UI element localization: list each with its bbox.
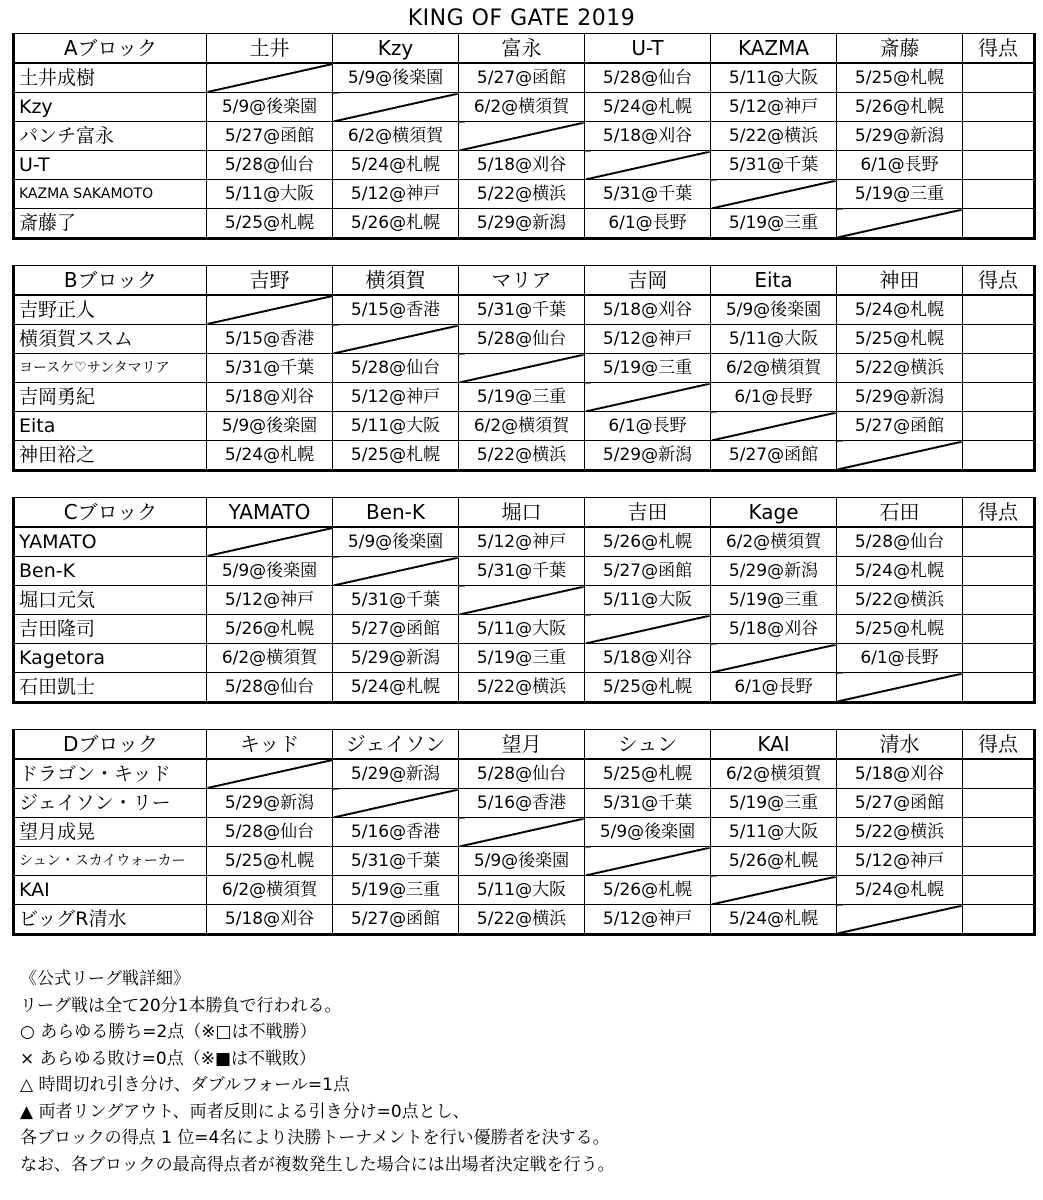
wrestler-name: Eita [14, 412, 207, 441]
notes-line: ▲ 両者リングアウト、両者反則による引き分け=0点とし、 [20, 1101, 470, 1122]
table-row [14, 586, 1035, 615]
match-cell: 5/16@香港 [459, 789, 585, 818]
table-row [14, 644, 1035, 673]
table-row [14, 847, 1035, 876]
table-row [14, 557, 1035, 586]
points-header: 得点 [963, 498, 1035, 528]
match-cell: 5/28@仙台 [333, 354, 459, 383]
self-match-cell [711, 412, 837, 441]
match-cell: 5/26@札幌 [333, 209, 459, 239]
match-cell: 5/29@新潟 [207, 789, 333, 818]
table-row [14, 673, 1035, 703]
match-cell: 5/18@刈谷 [459, 151, 585, 180]
match-cell: 5/26@札幌 [585, 876, 711, 905]
league-rules-notes [20, 966, 1030, 1178]
block-title: Cブロック [14, 498, 207, 528]
self-match-cell [207, 759, 333, 789]
points-cell [963, 151, 1035, 180]
match-cell: 5/19@三重 [837, 180, 963, 209]
self-match-cell [459, 818, 585, 847]
opponent-header: 斎藤 [837, 34, 963, 64]
match-cell: 5/11@大阪 [207, 180, 333, 209]
table-row [14, 325, 1035, 354]
match-cell: 5/15@香港 [207, 325, 333, 354]
points-cell [963, 209, 1035, 239]
match-cell: 5/12@神戸 [207, 586, 333, 615]
opponent-header: Ben-K [333, 498, 459, 528]
opponent-header: YAMATO [207, 498, 333, 528]
points-cell [963, 905, 1035, 935]
match-cell: 5/25@札幌 [207, 209, 333, 239]
match-cell: 5/19@三重 [585, 354, 711, 383]
match-cell: 5/22@横浜 [837, 818, 963, 847]
points-cell [963, 295, 1035, 325]
match-cell: 5/25@札幌 [585, 673, 711, 703]
match-cell: 6/1@長野 [711, 673, 837, 703]
match-cell: 5/31@千葉 [333, 847, 459, 876]
points-cell [963, 383, 1035, 412]
match-cell: 5/25@札幌 [207, 847, 333, 876]
match-cell: 5/29@新潟 [585, 441, 711, 471]
match-cell: 5/12@神戸 [333, 383, 459, 412]
match-cell: 5/12@神戸 [837, 847, 963, 876]
match-cell: 6/2@横須賀 [333, 122, 459, 151]
match-cell: 5/11@大阪 [459, 615, 585, 644]
wrestler-name: YAMATO [14, 527, 207, 557]
match-cell: 5/31@千葉 [459, 557, 585, 586]
match-cell: 5/9@後楽園 [459, 847, 585, 876]
match-cell: 6/2@横須賀 [207, 876, 333, 905]
match-cell: 5/11@大阪 [333, 412, 459, 441]
table-row [14, 412, 1035, 441]
self-match-cell [711, 876, 837, 905]
block-d-table [12, 729, 1036, 936]
self-match-cell [459, 122, 585, 151]
match-cell: 5/18@刈谷 [207, 905, 333, 935]
self-match-cell [333, 325, 459, 354]
wrestler-name: ジェイソン・リー [14, 789, 207, 818]
match-cell: 5/26@札幌 [207, 615, 333, 644]
opponent-header: Eita [711, 266, 837, 296]
table-row [14, 876, 1035, 905]
match-cell: 5/28@仙台 [459, 759, 585, 789]
table-row [14, 383, 1035, 412]
match-cell: 5/19@三重 [711, 586, 837, 615]
match-cell: 6/2@横須賀 [459, 93, 585, 122]
page-title: KING OF GATE 2019 [407, 6, 636, 31]
match-cell: 6/1@長野 [837, 151, 963, 180]
match-cell: 5/22@横浜 [459, 673, 585, 703]
opponent-header: 横須賀 [333, 266, 459, 296]
match-cell: 5/18@刈谷 [585, 295, 711, 325]
self-match-cell [837, 673, 963, 703]
match-cell: 5/15@香港 [333, 295, 459, 325]
match-cell: 5/19@三重 [459, 383, 585, 412]
table-row [14, 63, 1035, 93]
match-cell: 5/18@刈谷 [585, 122, 711, 151]
match-cell: 6/1@長野 [837, 644, 963, 673]
match-cell: 5/27@函館 [333, 905, 459, 935]
notes-line: 各ブロックの得点 1 位=4名により決勝トーナメントを行い優勝者を決する。 [20, 1128, 610, 1148]
table-row [14, 527, 1035, 557]
match-cell: 5/28@仙台 [207, 673, 333, 703]
match-cell: 5/27@函館 [711, 441, 837, 471]
match-cell: 5/12@神戸 [333, 180, 459, 209]
points-cell [963, 818, 1035, 847]
match-cell: 5/22@横浜 [837, 354, 963, 383]
block-title: Dブロック [14, 730, 207, 760]
points-cell [963, 586, 1035, 615]
points-cell [963, 759, 1035, 789]
opponent-header: 堀口 [459, 498, 585, 528]
match-cell: 5/12@神戸 [459, 527, 585, 557]
match-cell: 5/31@千葉 [207, 354, 333, 383]
match-cell: 5/9@後楽園 [207, 412, 333, 441]
block-c-table [12, 497, 1036, 704]
match-cell: 5/27@函館 [837, 412, 963, 441]
match-cell: 5/18@刈谷 [207, 383, 333, 412]
match-cell: 5/22@横浜 [711, 122, 837, 151]
wrestler-name: 吉田隆司 [14, 615, 207, 644]
self-match-cell [711, 644, 837, 673]
notes-line: なお、各ブロックの最高得点者が複数発生した場合には出場者決定戦を行う。 [20, 1154, 615, 1175]
match-cell: 5/24@札幌 [837, 876, 963, 905]
match-cell: 5/9@後楽園 [333, 63, 459, 93]
wrestler-name: ドラゴン・キッド [14, 759, 207, 789]
wrestler-name: ヨースケ♡サンタマリア [14, 354, 207, 383]
match-cell: 6/1@長野 [711, 383, 837, 412]
match-cell: 5/11@大阪 [459, 876, 585, 905]
self-match-cell [837, 441, 963, 471]
match-cell: 5/28@仙台 [837, 527, 963, 557]
wrestler-name: 神田裕之 [14, 441, 207, 471]
match-cell: 5/27@函館 [333, 615, 459, 644]
match-cell: 5/29@新潟 [459, 209, 585, 239]
match-cell: 5/31@千葉 [333, 586, 459, 615]
block-header-row [14, 266, 1035, 296]
match-cell: 5/11@大阪 [711, 325, 837, 354]
match-cell: 5/25@札幌 [585, 759, 711, 789]
match-cell: 5/29@新潟 [837, 122, 963, 151]
match-cell: 5/22@横浜 [837, 586, 963, 615]
match-cell: 5/27@函館 [207, 122, 333, 151]
wrestler-name: 望月成晃 [14, 818, 207, 847]
table-row [14, 93, 1035, 122]
match-cell: 5/19@三重 [711, 209, 837, 239]
points-cell [963, 673, 1035, 703]
match-cell: 5/18@刈谷 [837, 759, 963, 789]
wrestler-name: パンチ富永 [14, 122, 207, 151]
wrestler-name: 石田凱士 [14, 673, 207, 703]
table-row [14, 151, 1035, 180]
wrestler-name: 横須賀ススム [14, 325, 207, 354]
match-cell: 5/22@横浜 [459, 441, 585, 471]
table-row [14, 615, 1035, 644]
match-cell: 5/9@後楽園 [207, 557, 333, 586]
match-cell: 5/11@大阪 [711, 818, 837, 847]
table-row [14, 789, 1035, 818]
opponent-header: 望月 [459, 730, 585, 760]
self-match-cell [207, 527, 333, 557]
match-cell: 5/25@札幌 [333, 441, 459, 471]
match-cell: 5/24@札幌 [837, 557, 963, 586]
self-match-cell [207, 63, 333, 93]
match-cell: 6/2@横須賀 [711, 759, 837, 789]
match-cell: 5/31@千葉 [711, 151, 837, 180]
block-a-table [12, 33, 1036, 240]
match-cell: 5/24@札幌 [333, 151, 459, 180]
match-cell: 5/26@札幌 [585, 527, 711, 557]
match-cell: 5/28@仙台 [207, 818, 333, 847]
wrestler-name: Ben-K [14, 557, 207, 586]
wrestler-name: 斎藤了 [14, 209, 207, 239]
points-cell [963, 557, 1035, 586]
opponent-header: Kage [711, 498, 837, 528]
notes-line: リーグ戦は全て20分1本勝負で行われる。 [20, 995, 342, 1016]
wrestler-name: KAI [14, 876, 207, 905]
match-cell: 5/19@三重 [459, 644, 585, 673]
match-cell: 5/24@札幌 [333, 673, 459, 703]
table-row [14, 905, 1035, 935]
opponent-header: キッド [207, 730, 333, 760]
points-cell [963, 527, 1035, 557]
table-row [14, 295, 1035, 325]
match-cell: 5/9@後楽園 [333, 527, 459, 557]
opponent-header: 石田 [837, 498, 963, 528]
points-cell [963, 847, 1035, 876]
match-cell: 5/11@大阪 [711, 63, 837, 93]
points-cell [963, 180, 1035, 209]
opponent-header: KAI [711, 730, 837, 760]
opponent-header: 吉野 [207, 266, 333, 296]
table-row [14, 759, 1035, 789]
wrestler-name: 土井成樹 [14, 63, 207, 93]
match-cell: 5/31@千葉 [585, 180, 711, 209]
match-cell: 5/11@大阪 [585, 586, 711, 615]
notes-line: △ 時間切れ引き分け、ダブルフォール=1点 [20, 1075, 350, 1095]
match-cell: 5/27@函館 [585, 557, 711, 586]
self-match-cell [585, 615, 711, 644]
self-match-cell [585, 383, 711, 412]
points-cell [963, 93, 1035, 122]
points-cell [963, 644, 1035, 673]
self-match-cell [585, 151, 711, 180]
opponent-header: 清水 [837, 730, 963, 760]
opponent-header: 吉田 [585, 498, 711, 528]
self-match-cell [333, 557, 459, 586]
match-cell: 5/31@千葉 [459, 295, 585, 325]
match-cell: 5/25@札幌 [837, 615, 963, 644]
opponent-header: 土井 [207, 34, 333, 64]
points-header: 得点 [963, 34, 1035, 64]
table-row [14, 354, 1035, 383]
opponent-header: 吉岡 [585, 266, 711, 296]
notes-heading: 《公式リーグ戦詳細》 [20, 969, 190, 989]
wrestler-name: Kagetora [14, 644, 207, 673]
match-cell: 5/24@札幌 [207, 441, 333, 471]
match-cell: 5/28@仙台 [459, 325, 585, 354]
block-header-row [14, 730, 1035, 760]
self-match-cell [459, 586, 585, 615]
match-cell: 5/29@新潟 [711, 557, 837, 586]
match-cell: 6/1@長野 [585, 209, 711, 239]
points-cell [963, 876, 1035, 905]
opponent-header: シュン [585, 730, 711, 760]
match-cell: 5/19@三重 [333, 876, 459, 905]
match-cell: 5/29@新潟 [333, 644, 459, 673]
match-cell: 5/27@函館 [837, 789, 963, 818]
block-title: Aブロック [14, 34, 207, 64]
match-cell: 5/9@後楽園 [585, 818, 711, 847]
opponent-header: KAZMA [711, 34, 837, 64]
match-cell: 5/24@札幌 [711, 905, 837, 935]
match-cell: 5/28@仙台 [585, 63, 711, 93]
match-cell: 5/24@札幌 [837, 295, 963, 325]
match-cell: 5/28@仙台 [207, 151, 333, 180]
wrestler-name: U-T [14, 151, 207, 180]
points-cell [963, 615, 1035, 644]
match-cell: 5/16@香港 [333, 818, 459, 847]
block-header-row [14, 34, 1035, 64]
opponent-header: マリア [459, 266, 585, 296]
match-cell: 5/29@新潟 [333, 759, 459, 789]
opponent-header: 神田 [837, 266, 963, 296]
table-row [14, 209, 1035, 239]
opponent-header: U-T [585, 34, 711, 64]
wrestler-name: KAZMA SAKAMOTO [14, 180, 207, 209]
self-match-cell [837, 905, 963, 935]
points-cell [963, 412, 1035, 441]
opponent-header: 富永 [459, 34, 585, 64]
match-cell: 5/26@札幌 [837, 93, 963, 122]
match-cell: 5/29@新潟 [837, 383, 963, 412]
match-cell: 5/12@神戸 [711, 93, 837, 122]
notes-line: × あらゆる敗け=0点（※■は不戦敗） [20, 1048, 317, 1069]
table-row [14, 818, 1035, 847]
points-cell [963, 63, 1035, 93]
match-cell: 5/18@刈谷 [711, 615, 837, 644]
match-cell: 5/25@札幌 [837, 63, 963, 93]
match-cell: 5/24@札幌 [585, 93, 711, 122]
match-cell: 5/18@刈谷 [585, 644, 711, 673]
match-cell: 6/2@横須賀 [711, 527, 837, 557]
match-cell: 5/31@千葉 [585, 789, 711, 818]
match-cell: 5/27@函館 [459, 63, 585, 93]
match-cell: 5/22@横浜 [459, 905, 585, 935]
match-cell: 6/2@横須賀 [459, 412, 585, 441]
wrestler-name: 吉岡勇紀 [14, 383, 207, 412]
notes-line: ○ あらゆる勝ち=2点（※□は不戦勝） [20, 1022, 317, 1042]
match-cell: 6/2@横須賀 [711, 354, 837, 383]
wrestler-name: 堀口元気 [14, 586, 207, 615]
points-cell [963, 122, 1035, 151]
points-header: 得点 [963, 266, 1035, 296]
wrestler-name: Kzy [14, 93, 207, 122]
match-cell: 6/1@長野 [585, 412, 711, 441]
self-match-cell [333, 789, 459, 818]
table-row [14, 122, 1035, 151]
self-match-cell [333, 93, 459, 122]
points-cell [963, 441, 1035, 471]
match-cell: 5/12@神戸 [585, 905, 711, 935]
wrestler-name: ビッグR清水 [14, 905, 207, 935]
table-row [14, 180, 1035, 209]
match-cell: 5/12@神戸 [585, 325, 711, 354]
block-b-table [12, 265, 1036, 472]
self-match-cell [207, 295, 333, 325]
match-cell: 6/2@横須賀 [207, 644, 333, 673]
wrestler-name: シュン・スカイウォーカー [14, 847, 207, 876]
match-cell: 5/19@三重 [711, 789, 837, 818]
table-row [14, 441, 1035, 471]
opponent-header: ジェイソン [333, 730, 459, 760]
points-cell [963, 789, 1035, 818]
match-cell: 5/9@後楽園 [711, 295, 837, 325]
points-header: 得点 [963, 730, 1035, 760]
points-cell [963, 325, 1035, 354]
self-match-cell [459, 354, 585, 383]
self-match-cell [837, 209, 963, 239]
match-cell: 5/26@札幌 [711, 847, 837, 876]
match-cell: 5/9@後楽園 [207, 93, 333, 122]
points-cell [963, 354, 1035, 383]
self-match-cell [585, 847, 711, 876]
self-match-cell [711, 180, 837, 209]
opponent-header: Kzy [333, 34, 459, 64]
block-title: Bブロック [14, 266, 207, 296]
block-header-row [14, 498, 1035, 528]
wrestler-name: 吉野正人 [14, 295, 207, 325]
match-cell: 5/25@札幌 [837, 325, 963, 354]
match-cell: 5/22@横浜 [459, 180, 585, 209]
